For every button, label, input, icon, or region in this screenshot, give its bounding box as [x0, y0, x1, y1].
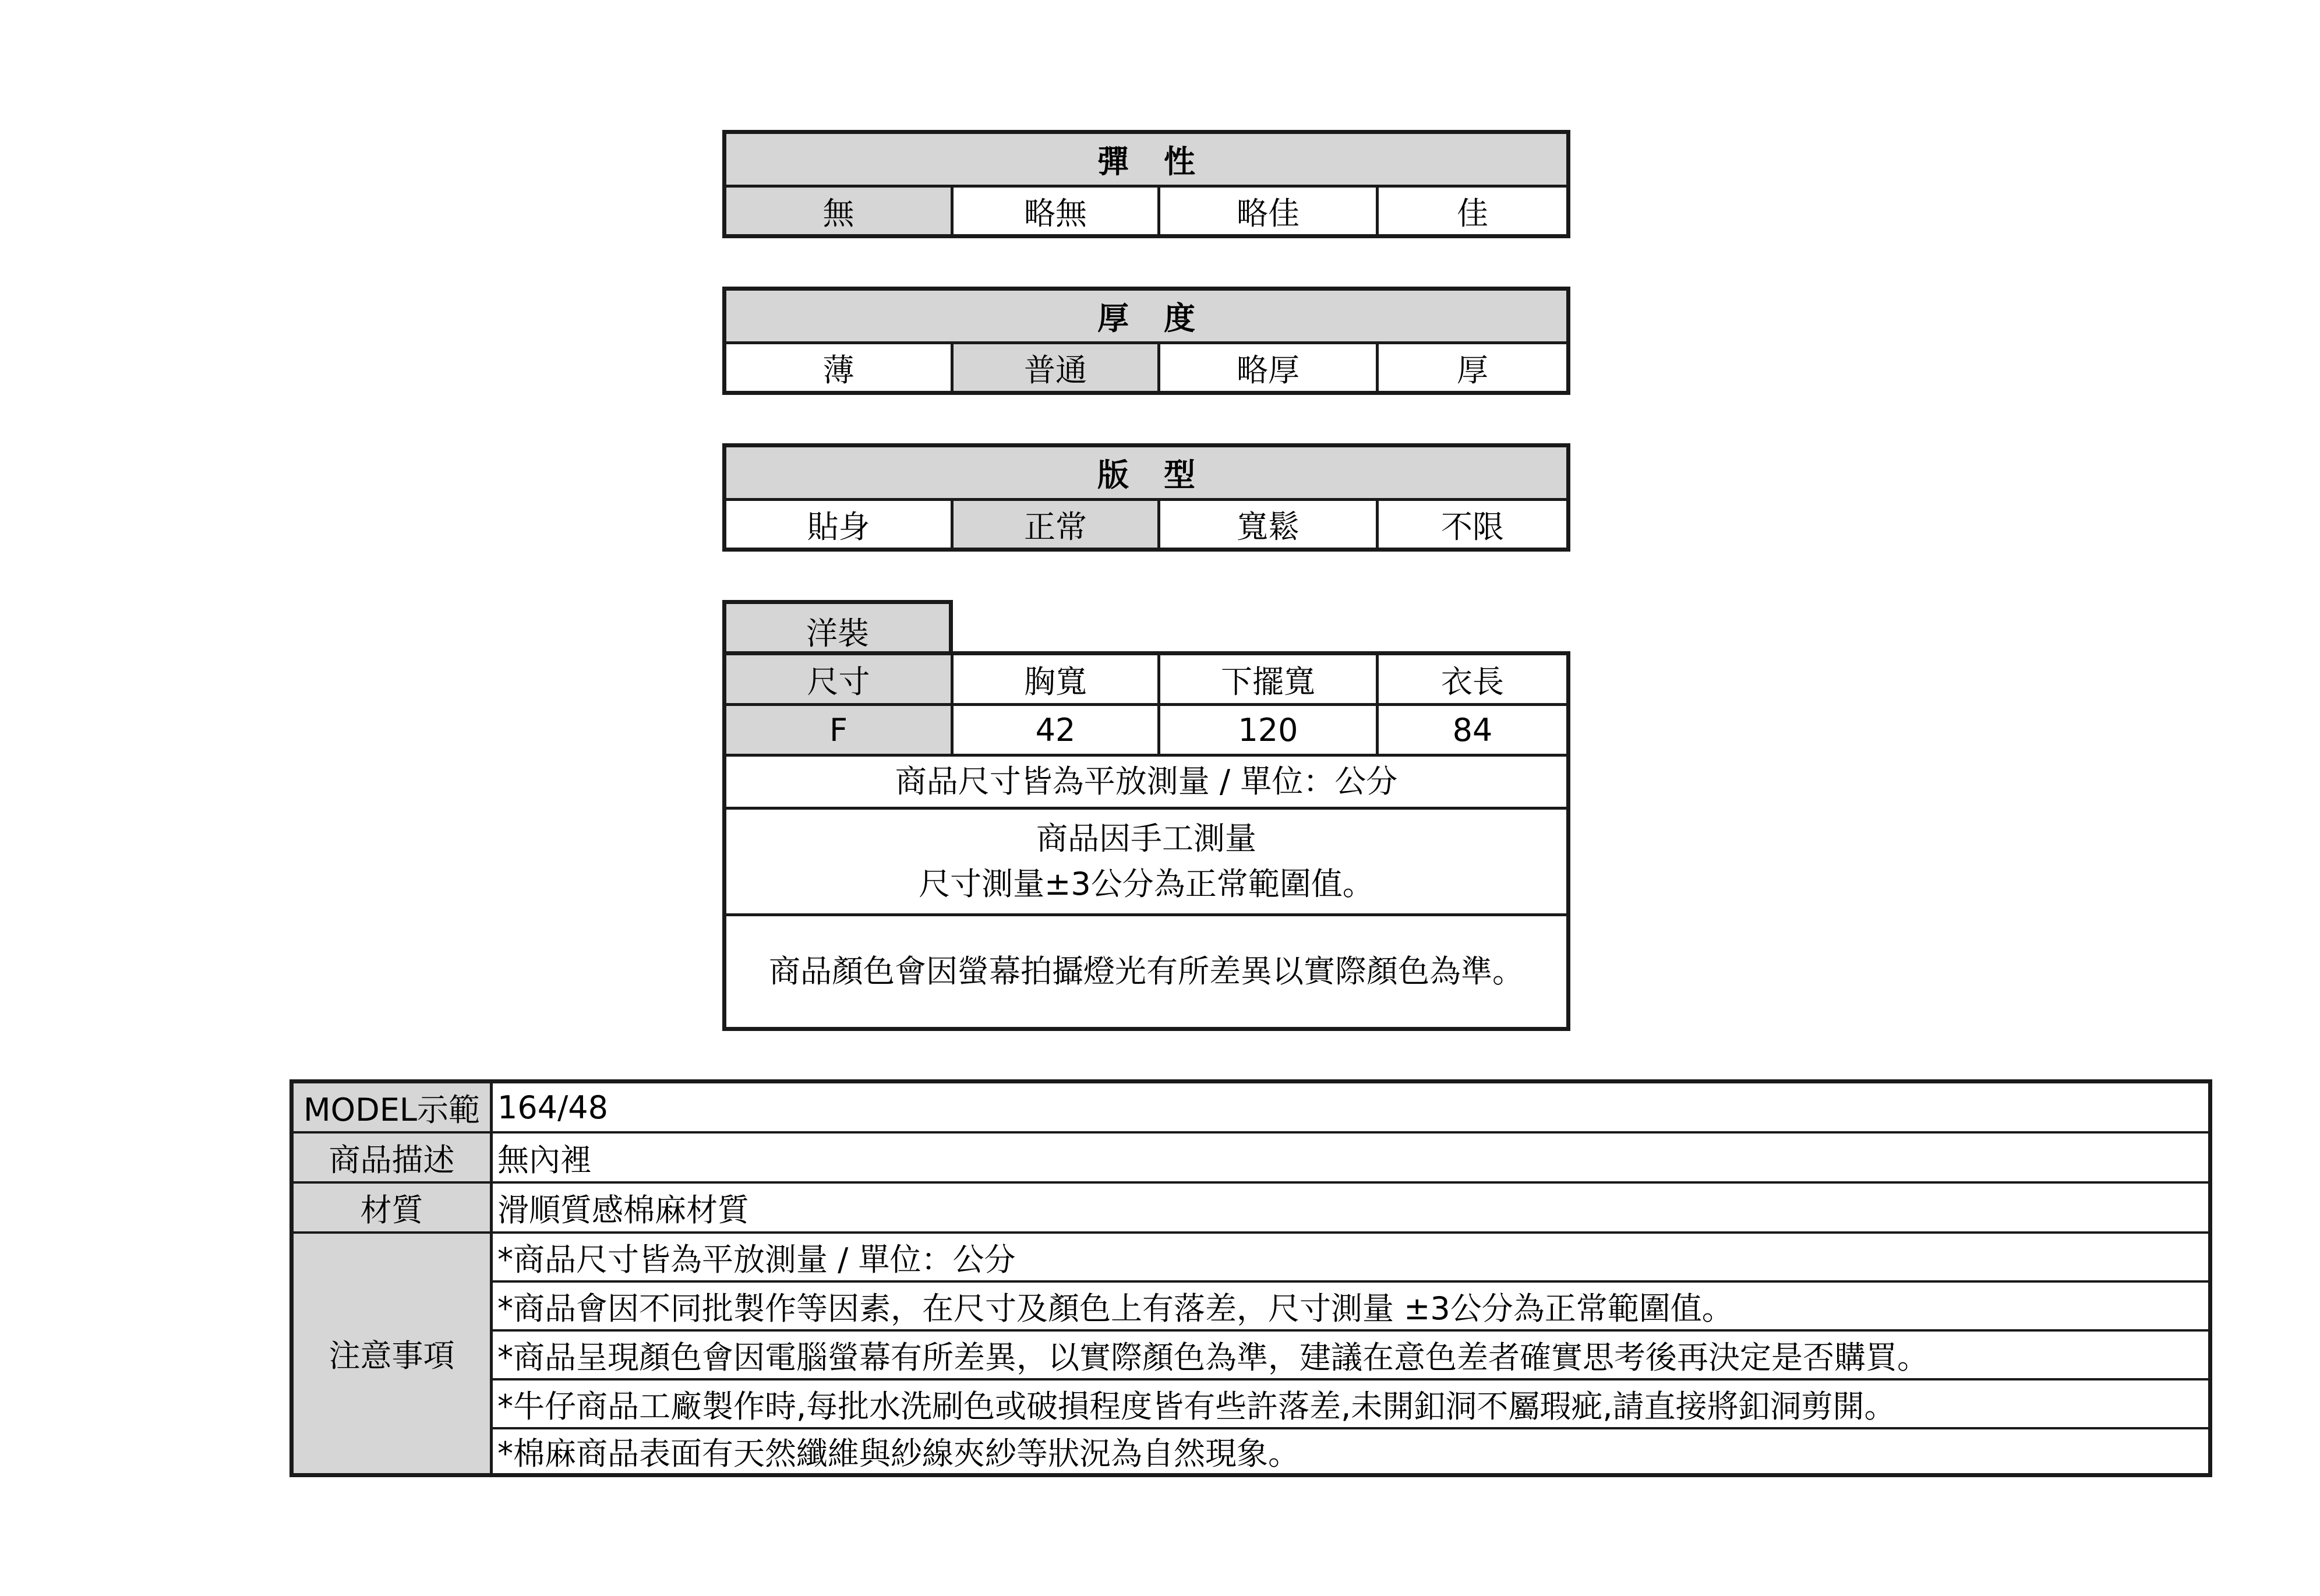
size-col-header: 下擺寬 [1160, 655, 1379, 703]
elasticity-option: 無 [726, 188, 954, 234]
chest-width-value: 42 [954, 706, 1160, 754]
measure-note: 商品尺寸皆為平放測量 / 單位：公分 [895, 763, 1398, 800]
description-row [294, 1134, 2208, 1184]
hem-width-value: 120 [1160, 706, 1379, 754]
description-value: 無內裡 [497, 1141, 592, 1178]
fit-option: 正常 [954, 501, 1160, 548]
size-col-header: 胸寬 [954, 655, 1160, 703]
elasticity-options [726, 188, 1566, 234]
elasticity-option: 略無 [954, 188, 1160, 234]
size-col-header: 衣長 [1441, 663, 1504, 700]
notes-row [294, 1234, 2208, 1473]
length-value: 84 [1452, 711, 1493, 748]
size-category-tab [722, 600, 953, 658]
product-info-table [289, 1079, 2212, 1477]
handmade-note-line1: 商品因手工測量 [1036, 820, 1256, 857]
elasticity-table [722, 130, 1570, 238]
description-label: 商品描述 [294, 1134, 493, 1181]
fit-option: 貼身 [726, 501, 954, 548]
thickness-options [726, 344, 1566, 391]
size-table [722, 651, 1570, 1031]
handmade-note-line2: 尺寸測量±3公分為正常範圍值。 [919, 866, 1374, 902]
table-row [726, 706, 1566, 757]
material-label: 材質 [294, 1184, 493, 1231]
thickness-option: 薄 [726, 344, 954, 391]
model-row [294, 1083, 2208, 1134]
elasticity-option: 佳 [1457, 195, 1488, 232]
note-item: *牛仔商品工廠製作時,每批水洗刷色或破損程度皆有些許落差,未開釦洞不屬瑕疵,請直接將釦洞剪開。 [493, 1380, 2208, 1429]
elasticity-title: 彈性 [726, 134, 1566, 188]
size-category-label: 洋裝 [806, 615, 869, 652]
size-col-header: 尺寸 [726, 655, 954, 703]
size-value: F [726, 706, 954, 754]
note-item: *棉麻商品表面有天然纖維與紗線夾紗等狀況為自然現象。 [497, 1435, 1300, 1472]
fit-option: 不限 [1441, 508, 1504, 545]
note-item: *商品會因不同批製作等因素，在尺寸及顏色上有落差，尺寸測量 ±3公分為正常範圍值。 [493, 1283, 2208, 1332]
thickness-option: 略厚 [1160, 344, 1379, 391]
fit-table [722, 443, 1570, 552]
note-item: *商品呈現顏色會因電腦螢幕有所差異，以實際顏色為準，建議在意色差者確實思考後再決定是否購買。 [493, 1332, 2208, 1380]
notes-list [493, 1234, 2208, 1473]
thickness-title: 厚度 [726, 291, 1566, 344]
thickness-option: 厚 [1457, 351, 1488, 389]
thickness-table [722, 287, 1570, 395]
handmade-note [726, 810, 1566, 913]
elasticity-option: 略佳 [1160, 188, 1379, 234]
material-value: 滑順質感棉麻材質 [497, 1191, 749, 1228]
color-note: 商品顏色會因螢幕拍攝燈光有所差異以實際顏色為準。 [769, 953, 1524, 990]
fit-title: 版型 [726, 447, 1566, 501]
material-row [294, 1184, 2208, 1234]
model-value: 164/48 [497, 1089, 608, 1126]
fit-option: 寬鬆 [1160, 501, 1379, 548]
size-header-row [726, 655, 1566, 706]
notes-label: 注意事項 [294, 1234, 493, 1473]
note-item: *商品尺寸皆為平放測量 / 單位：公分 [493, 1234, 2208, 1283]
fit-options [726, 501, 1566, 548]
thickness-option: 普通 [954, 344, 1160, 391]
model-label: MODEL示範 [294, 1083, 493, 1131]
